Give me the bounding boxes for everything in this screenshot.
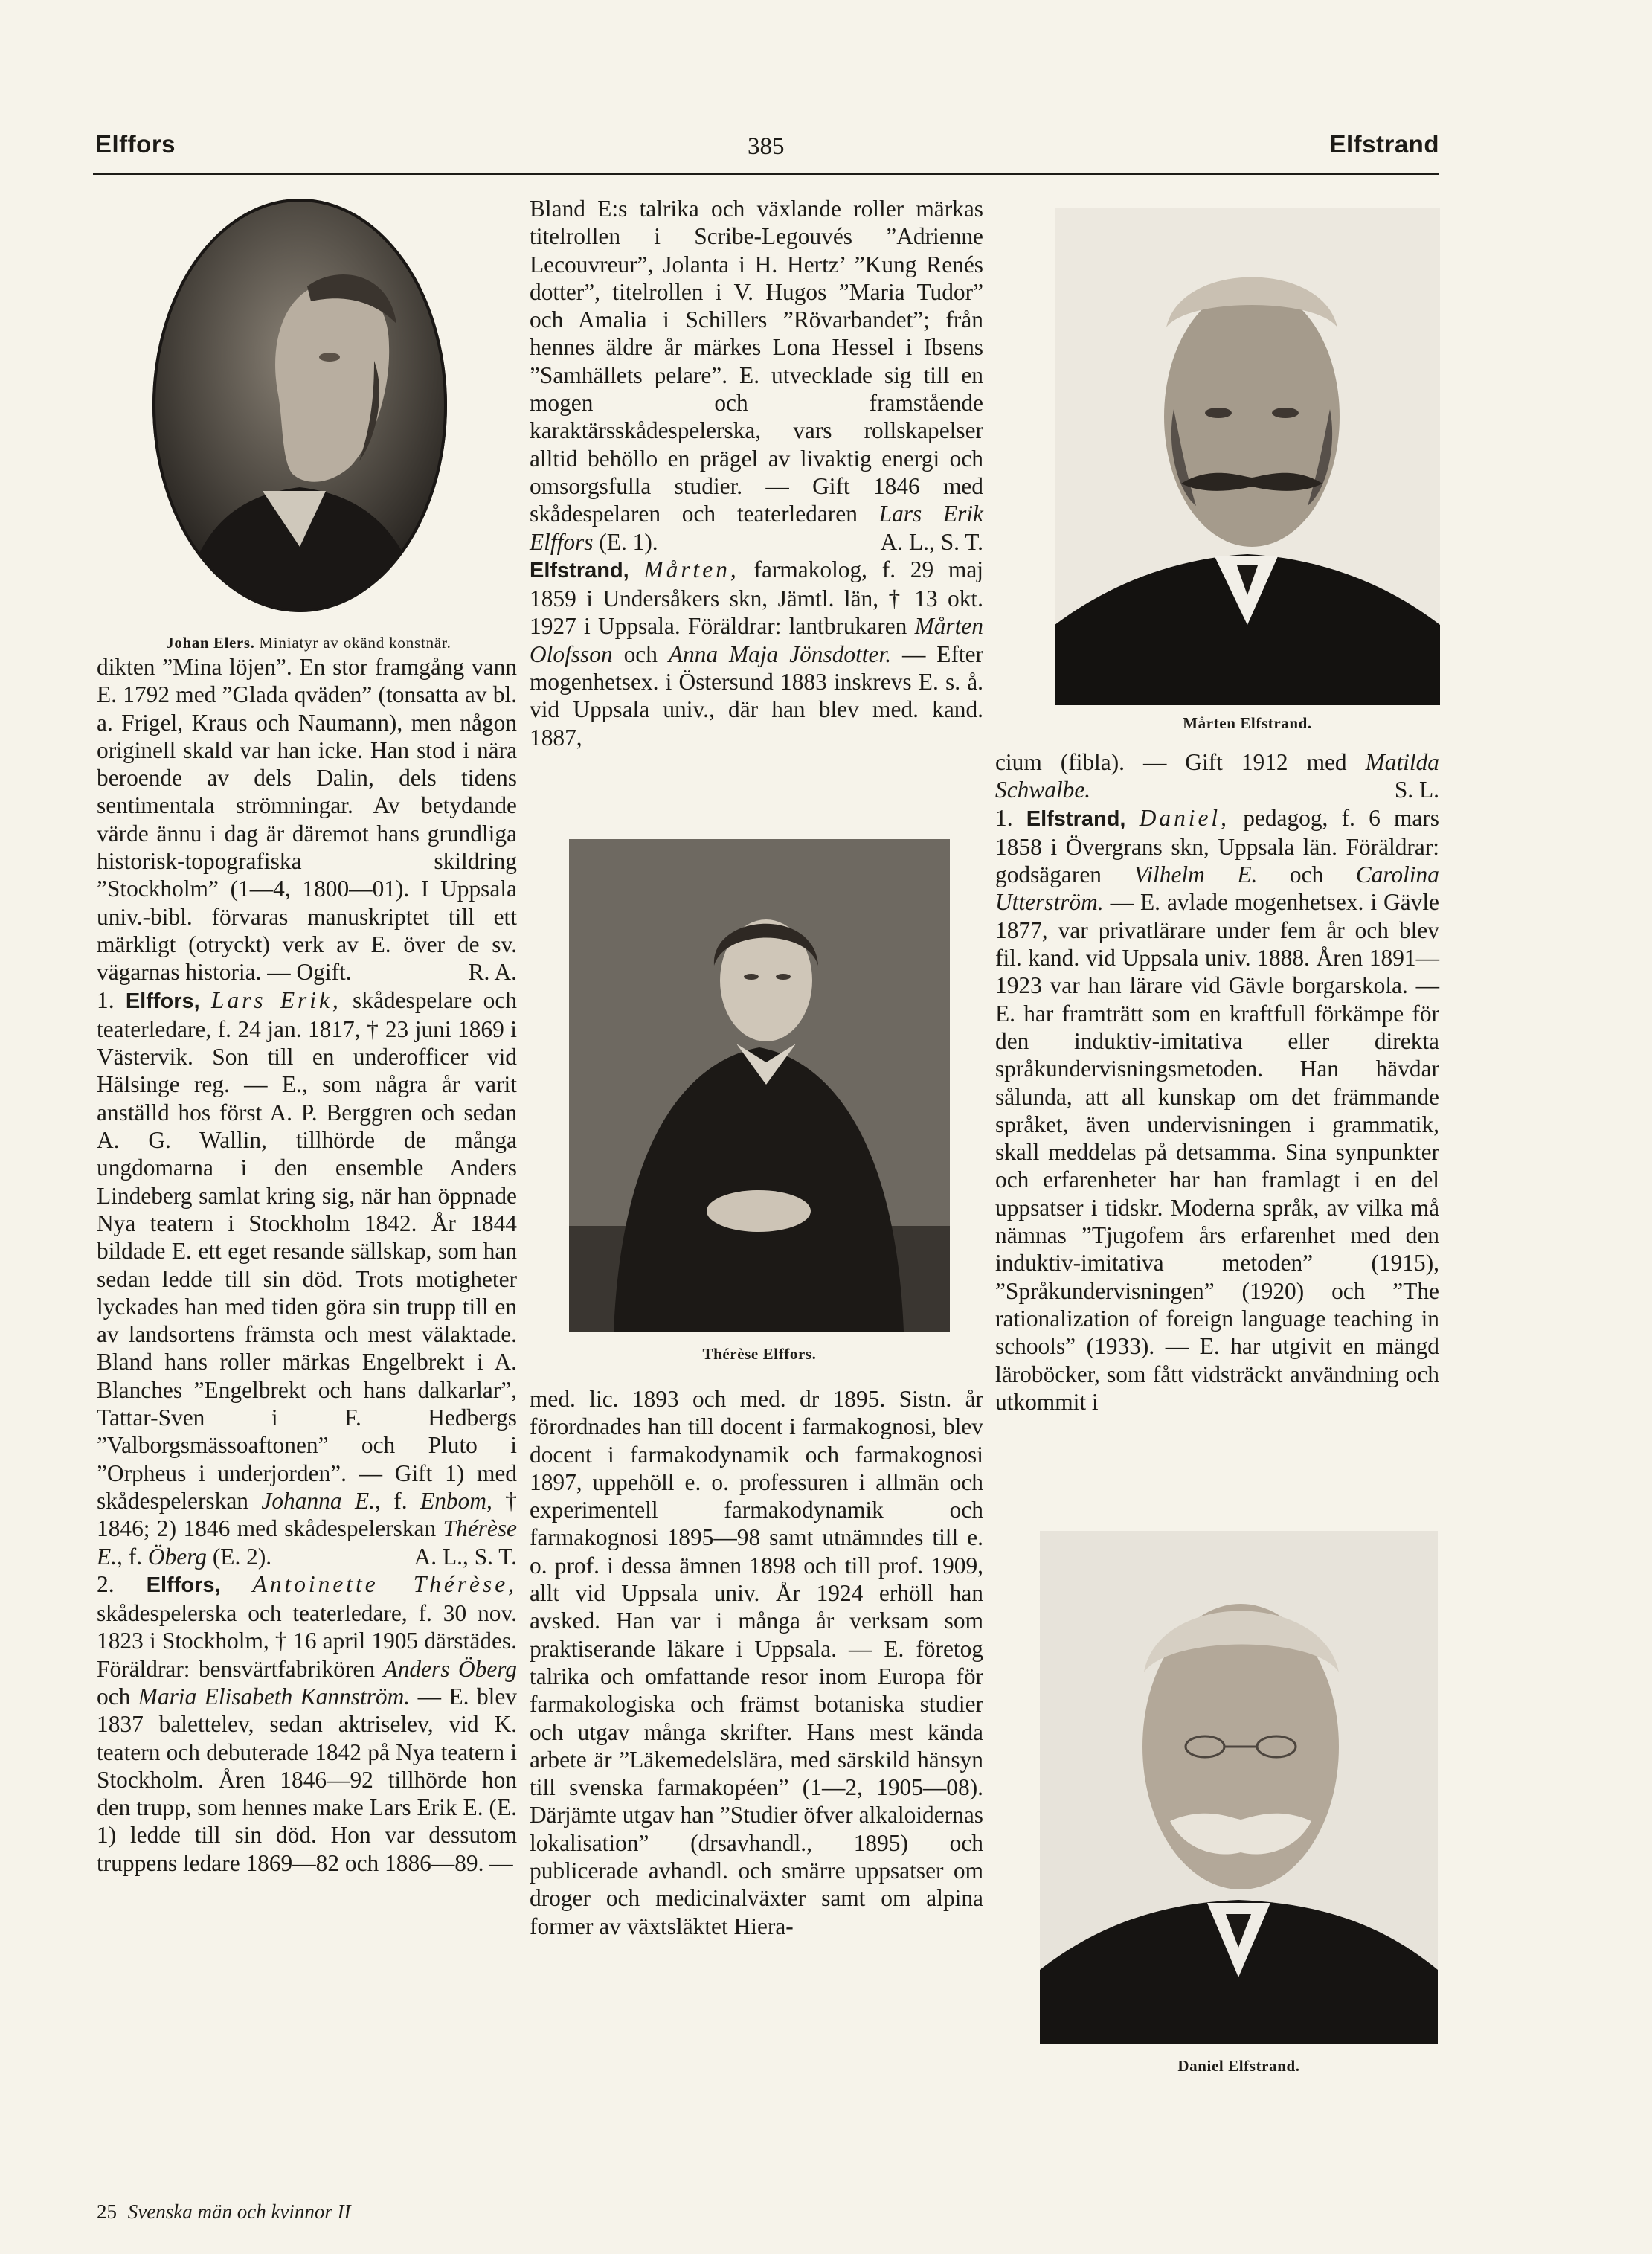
- header-rule: [93, 173, 1439, 175]
- entry-lemma: Elfstrand,: [1026, 806, 1126, 831]
- parent-name: Maria Elisabeth Kannström.: [138, 1683, 411, 1709]
- parent-name: Anna Maja Jönsdotter.: [668, 640, 892, 667]
- spouse-name: Johanna E.,: [261, 1487, 381, 1514]
- entry-signature: S. L.: [1394, 777, 1439, 803]
- entry-text: (E. 2).: [212, 1543, 272, 1570]
- entry-text: cium (fibla). — Gift 1912 med: [995, 749, 1347, 775]
- entry-text: — Efter mogenhetsex. i Östersund 1883 inskrevs E. s. å. vid Uppsala univ., där han blev med. kand. 1887,: [530, 640, 984, 751]
- entry-number: 2.: [97, 1570, 115, 1597]
- elers-entry-end: [97, 653, 517, 986]
- entry-given-name: Antoinette Thérèse,: [252, 1570, 517, 1597]
- entry-text: † 1846; 2) 1846 med skådespelerskan: [97, 1487, 517, 1542]
- entry-text: skådespelerska och teaterledare, f. 30 nov. 1823 i Stockholm, † 16 april 1905 därstädes. Föräldrar: bensvärtfabrikören: [97, 1600, 517, 1682]
- parent-name: Anders Öberg: [383, 1655, 517, 1682]
- therese-entry-continued: [530, 195, 983, 556]
- entry-number: 1.: [995, 804, 1013, 831]
- book-title: Svenska män och kvinnor II: [127, 2200, 351, 2223]
- entry-text: pedagog, f. 6 mars 1858 i Övergrans skn, Uppsala län. Föräldrar: godsägaren: [995, 804, 1439, 888]
- entry-text: Bland E:s talrika och växlande roller märkas titelrollen i Scribe-Legouvés ”Adrienne Lecouvreur”, Jolanta i H. Hertz’ ”Kung Renés dotter”, titelrollen i V. Hugos ”Maria Tudor” och Amalia i Schillers ”Rövarbandet”; från hennes äldre år märkes Lona Hessel i Ibsens ”Samhällets pelare”. E. utvecklade sig till en mogen och framstående karaktärsskådespelerska, vars rollskapelser alltid behöllo en prägel av livaktig energi och omsorgsfulla studier. — Gift 1846 med skådespelaren och teaterledaren: [530, 196, 983, 527]
- elers-caption-name: Johan Elers.: [166, 634, 255, 652]
- spouse-maiden-name: Enbom,: [420, 1487, 492, 1514]
- column-2-bottom: [530, 1385, 983, 1940]
- portrait-image: [569, 839, 950, 1332]
- marten-caption: Mårten Elfstrand.: [1183, 714, 1312, 732]
- entry-text: farmakolog, f. 29 maj 1859 i Undersåkers skn, Jämtl. län, † 13 okt. 1927 i Uppsala. Föräldrar: lantbrukaren: [530, 556, 983, 640]
- parent-name: Vilhelm E.: [1134, 861, 1258, 888]
- spouse-name: Matilda Schwalbe.: [995, 749, 1439, 803]
- entry-given-name: Lars Erik,: [211, 986, 341, 1013]
- entry-text: med. lic. 1893 och med. dr 1895. Sistn. år förordnades han till docent i farmakognosi, blev docent i farmakodynamik och farmakognosi 1897, uppehöll e. o. professuren i allmän och experimentell farmakodynamik och farmakognosi 1895—98 samt utnämndes till e. o. prof. i dessa ämnen 1898 och till prof. 1909, allt vid Uppsala univ. År 1924 erhöll han avsked. Han var i många år verksam som praktiserande läkare i Uppsala. — E. företog talrika och omfattande resor inom Europa för farmakologiska och främst botaniska studier och utgav många skrifter. Hans mest kända arbete är ”Läkemedelslära, med särskild hänsyn till svenska farmakopéen” (1—2, 1905—08). Därjämte utgav han ”Studier öfver alkaloidernas lokalisation” (drsavhandl., 1895) och publicerade avhandl. och smärre uppsatser om droger och medicinalväxter samt om alpina former av växtsläktet Hiera-: [530, 1386, 983, 1939]
- entry-text: (E. 1).: [599, 528, 658, 555]
- entry-text: och: [623, 640, 658, 667]
- running-head-right: Elfstrand: [1329, 130, 1439, 158]
- column-3: [995, 748, 1439, 1416]
- marten-elfstrand-portrait-image: [1055, 208, 1440, 705]
- marten-entry-continued: [530, 1385, 983, 1940]
- entry-text: — E. blev 1837 balettelev, sedan aktriselev, vid K. teatern och debuterade 1842 på Nya teatern i Stockholm. Åren 1846—92 tillhörde hon den trupp, som hennes make Lars Erik E. (E. 1) ledde till sin död. Hon var dessutom truppens ledare 1869—82 och 1886—89. —: [97, 1683, 517, 1876]
- column-2-top: [530, 195, 983, 751]
- entry-text: och: [97, 1683, 131, 1709]
- signature-number: 25: [97, 2200, 117, 2223]
- running-head-left: Elffors: [95, 130, 176, 158]
- spouse-name: Lars Erik Elffors: [530, 501, 983, 555]
- spouse-name: Thérèse E.,: [97, 1515, 517, 1570]
- portrait-image: [1055, 208, 1440, 705]
- entry-number: 1.: [97, 986, 115, 1013]
- parent-name: Mårten Olofsson: [530, 613, 983, 667]
- entry-lemma: Elffors,: [146, 1573, 221, 1597]
- entry-daniel-elfstrand: [995, 804, 1439, 1416]
- column-1: [97, 653, 517, 1877]
- therese-elffors-portrait-image: [569, 839, 950, 1332]
- entry-lemma: Elffors,: [125, 989, 200, 1013]
- daniel-elfstrand-portrait-image: [1040, 1531, 1438, 2044]
- elers-signature: R. A.: [468, 959, 517, 986]
- entry-given-name: Mårten,: [643, 556, 739, 582]
- marten-entry-end: [995, 748, 1439, 804]
- entry-lars-erik-elffors: [97, 986, 517, 1570]
- entry-signature: A. L., S. T.: [414, 1543, 517, 1570]
- entry-text: — E. avlade mogenhetsex. i Gävle 1877, var privatlärare under fem år och blev fil. kand. vid Uppsala univ. 1888. Åren 1891—1923 var han lärare vid Gävle borgarskola. — E. har framträtt som en kraftfull förkämpe för den induktiv-imitativa eller direkta språkundervisningsmetoden. Han hävdar sålunda, att all kunskap om det främmande språket, även undervisningen i grammatik, skall meddelas på detsamma. Sina synpunkter och erfarenheter har han framlagt i en del uppsatser i tidskr. Moderna språk, av vilka må nämnas ”Tjugofem års erfarenhet med den induktiv-imitativa metoden” (1915), ”Språkundervisningen” (1920) och ”The rationalization of foreign language teaching in schools” (1933). — E. har utgivit en mängd läroböcker, som fått vidsträckt användning och utkommit i: [995, 889, 1439, 1415]
- entry-lemma: Elfstrand,: [530, 558, 629, 582]
- elers-caption: [97, 634, 521, 652]
- elers-caption-rest: Miniatyr av okänd konstnär.: [259, 634, 451, 652]
- daniel-caption: Daniel Elfstrand.: [1177, 2057, 1300, 2075]
- portrait-image: [1040, 1531, 1438, 2044]
- entry-marten-elfstrand: [530, 556, 983, 751]
- running-head: [93, 130, 1439, 175]
- parent-name: Carolina Utterström.: [995, 861, 1439, 916]
- entry-text: f.: [128, 1543, 143, 1570]
- spouse-maiden-name: Öberg: [147, 1543, 207, 1570]
- entry-text: skådespelare och teaterledare, f. 24 jan. 1817, † 23 juni 1869 i Västervik. Son till en underofficer vid Hälsinge reg. — E., som några år varit anställd hos först A. P. Berggren och sedan A. G. Wallin, tillhörde de många ungdomarna i den ensemble Anders Lindeberg samlat kring sig, när han öppnade Nya teatern i Stockholm 1842. År 1844 bildade E. ett eget resande sällskap, som han sedan ledde till sin död. Trots motigheter lyckades han med tiden göra sin trupp till en av landsortens främsta och mest välaktade. Bland hans roller märkas Engelbrekt i A. Blanches ”Engelbrekt och hans dalkarlar”, Tattar-Sven i F. Hedbergs ”Valborgsmässoaftonen” och Pluto i ”Orpheus i underjorden”. — Gift 1) med skådespelerskan: [97, 986, 517, 1514]
- entry-text: f.: [393, 1487, 408, 1514]
- page-number: 385: [748, 133, 785, 160]
- entry-given-name: Daniel,: [1139, 804, 1230, 831]
- page-footer: [97, 2200, 351, 2224]
- entry-therese-elffors: [97, 1570, 517, 1877]
- entry-text: och: [1289, 861, 1324, 888]
- oval-portrait-image: [151, 197, 449, 614]
- entry-signature: A. L., S. T.: [880, 528, 983, 555]
- elers-text: dikten ”Mina löjen”. En stor framgång vann E. 1792 med ”Glada qväden” (tonsatta av bl. a. Frigel, Kraus och Naumann), men någon originell skald var han icke. Han stod i nära beroende av dels Dalin, dels tidens sentimentala strömningar. Av betydande värde ännu i dag är däremot hans grundliga historisk-topografiska skildring ”Stockholm” (1—4, 1800—01). I Uppsala univ.-bibl. förvaras manuskriptet till ett märkligt (otryckt) verk av E. över de sv. vägarnas historia. — Ogift.: [97, 654, 517, 986]
- johan-elers-portrait-image: [151, 197, 449, 614]
- therese-caption: Thérèse Elffors.: [702, 1345, 817, 1363]
